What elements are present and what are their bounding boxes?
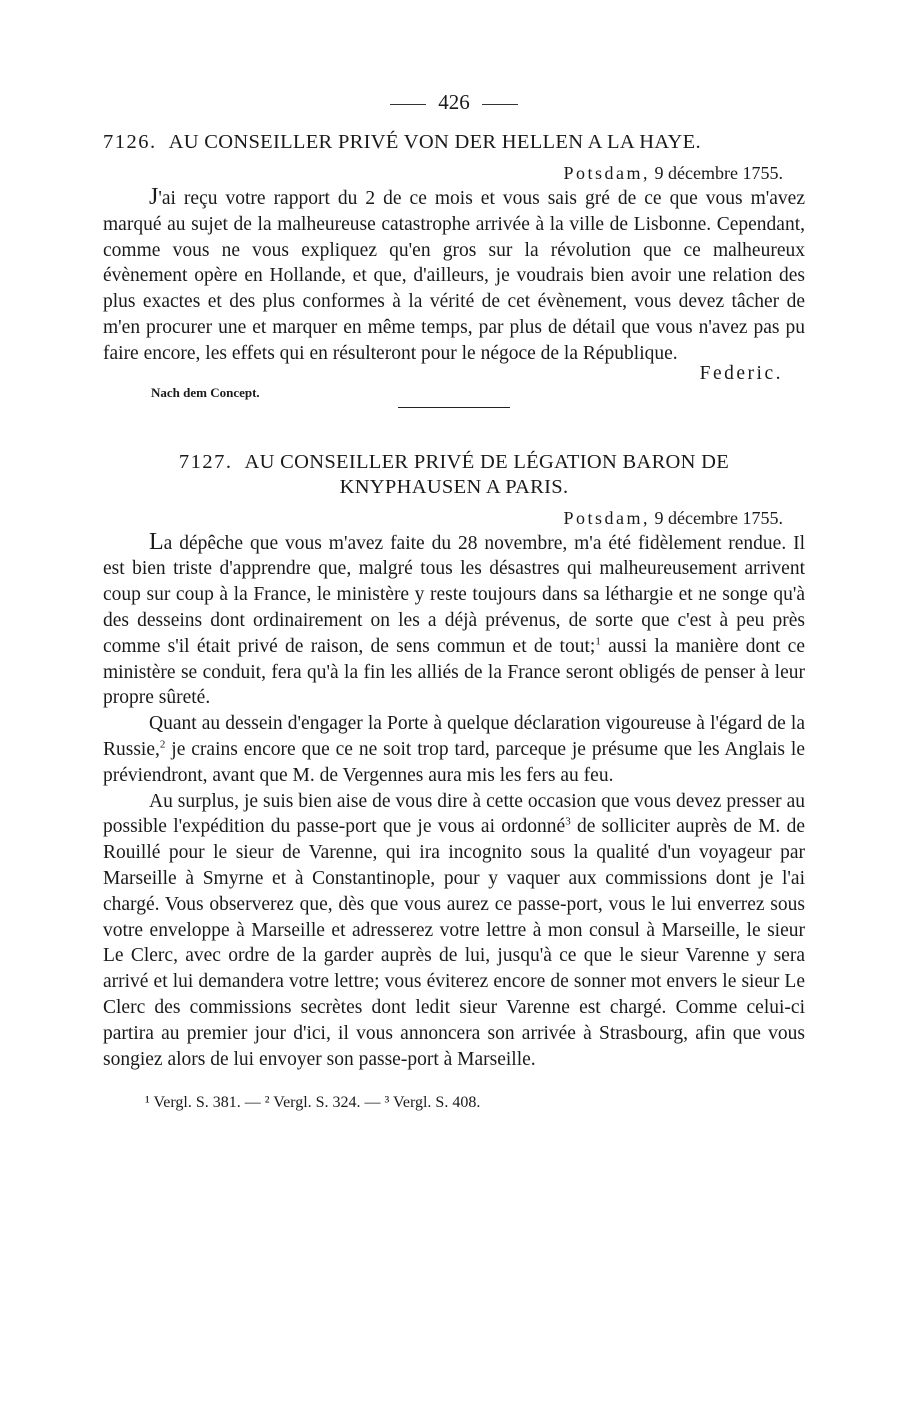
dateline [103,506,783,530]
paragraph-text: a dépêche que vous m'avez faite du 28 novembre, m'a été fidèlement rendue. Il est bien triste d'apprendre que, malgré tous les désastres qui malheureusement arrivent coup sur coup à la France, le ministère y reste toujours dans sa léthargie et ne songe qu'à des desseins dont ordinairement on les a déjà prévenus, de sorte que c'est à peu près comme s'il était privé de raison, de sens commun et de tout; [103,532,805,657]
dateline-place: Potsdam, [563,507,651,528]
footnote-ref-3: 3 [565,815,571,828]
document-page [103,90,805,1114]
initial-letter: L [149,528,164,555]
paragraph-2 [103,711,805,788]
letter-body [103,185,805,367]
dateline [103,161,783,185]
letter-heading-line1: AU CONSEILLER PRIVÉ DE LÉGATION BARON DE [244,450,730,473]
paragraph-text: de solliciter auprès de M. de Rouillé pour le sieur de Varenne, qui ira incognito sous la qualité d'un voyageur par Marseille à Smyrne et à Constantinople, pour y vaquer aux commissions dont je l'ai chargé. Vous observerez que, dès que vous aurez ce passe-port, vous le lui enverrez sous votre enveloppe à Marseille et adresserez votre lettre à mon consul à Marseille, le sieur Le Clerc, avec ordre de la garder auprès de lui, jusqu'à ce que le sieur Varenne y sera arrivé et lui demandera votre lettre; vous éviterez encore de sonner mot envers le sieur Le Clerc des commissions secrètes dont ledit sieur Varenne est chargé. Comme celui-ci partira au premier jour d'ici, il vous annoncera son arrivée à Strasbourg, afin que vous songiez alors de lui envoyer son passe-port à Marseille. [103,816,805,1070]
letter-7126 [103,130,805,408]
closing [103,362,805,407]
letter-title [103,130,805,155]
paragraph-text: aussi la manière dont ce ministère se conduit, fera qu'à la fin les alliés de la France seront obligés de penser à leur propre sûreté. [103,635,805,709]
letter-number: 7126. [103,131,157,153]
paragraph-text: je crains encore que ce ne soit trop tard, parceque je présume que les Anglais le préviendront, avant que M. de Vergennes aura mis les fers au feu. [103,738,805,786]
dateline-date: 9 décembre 1755. [654,163,783,183]
initial-letter: J [149,184,159,210]
letter-7127 [103,450,805,1073]
letter-title [103,450,805,475]
footnote-ref-1: 1 [595,635,601,648]
paragraph-text: Au surplus, je suis bien aise de vous dire à cette occasion que vous devez presser au possible l'expédition du passe-port que je vous ai ordonné [103,790,805,838]
page-number-line [103,90,805,114]
letter-number: 7127. [178,450,233,473]
signature: Federic. [699,362,783,384]
paragraph-3 [103,789,805,1073]
paragraph-text: Quant au dessein d'engager la Porte à quelque déclaration vigoureuse à l'égard de la Russie, [103,713,805,760]
page-number-dash-left [390,104,426,105]
letter-title-continued: KNYPHAUSEN A PARIS. [339,475,569,498]
paragraph-1 [103,530,805,712]
source-note: Nach dem Concept. [151,384,260,400]
footnotes: ¹ Vergl. S. 381. — ² Vergl. S. 324. — ³ Vergl. S. 408. [145,1094,481,1112]
letter-heading: AU CONSEILLER PRIVÉ VON DER HELLEN A LA HAYE. [168,131,701,153]
footnote-ref-2: 2 [159,738,166,751]
page-number-dash-right [482,104,518,105]
dateline-place: Potsdam, [563,163,651,183]
dateline-date: 9 décembre 1755. [654,507,783,528]
page-number: 426 [438,90,470,114]
paragraph-text: 'ai reçu votre rapport du 2 de ce mois et vous sais gré de ce que vous m'avez marqué au sujet de la malheureuse catastrophe arrivée à la ville de Lisbonne. Cependant, comme vous ne vous expliquez qu'en gros sur la révolution que ce malheureux évènement opère en Hollande, et que, d'ailleurs, je voudrais bien avoir une relation des plus exactes et des plus conformes à la vérité de cet évènement, vous devez tâcher de m'en procurer une et marquer en même temps, par plus de détail que vous n'avez pas pu faire encore, les effets qui en résulteront pour le négoce de la République. [103,188,805,364]
